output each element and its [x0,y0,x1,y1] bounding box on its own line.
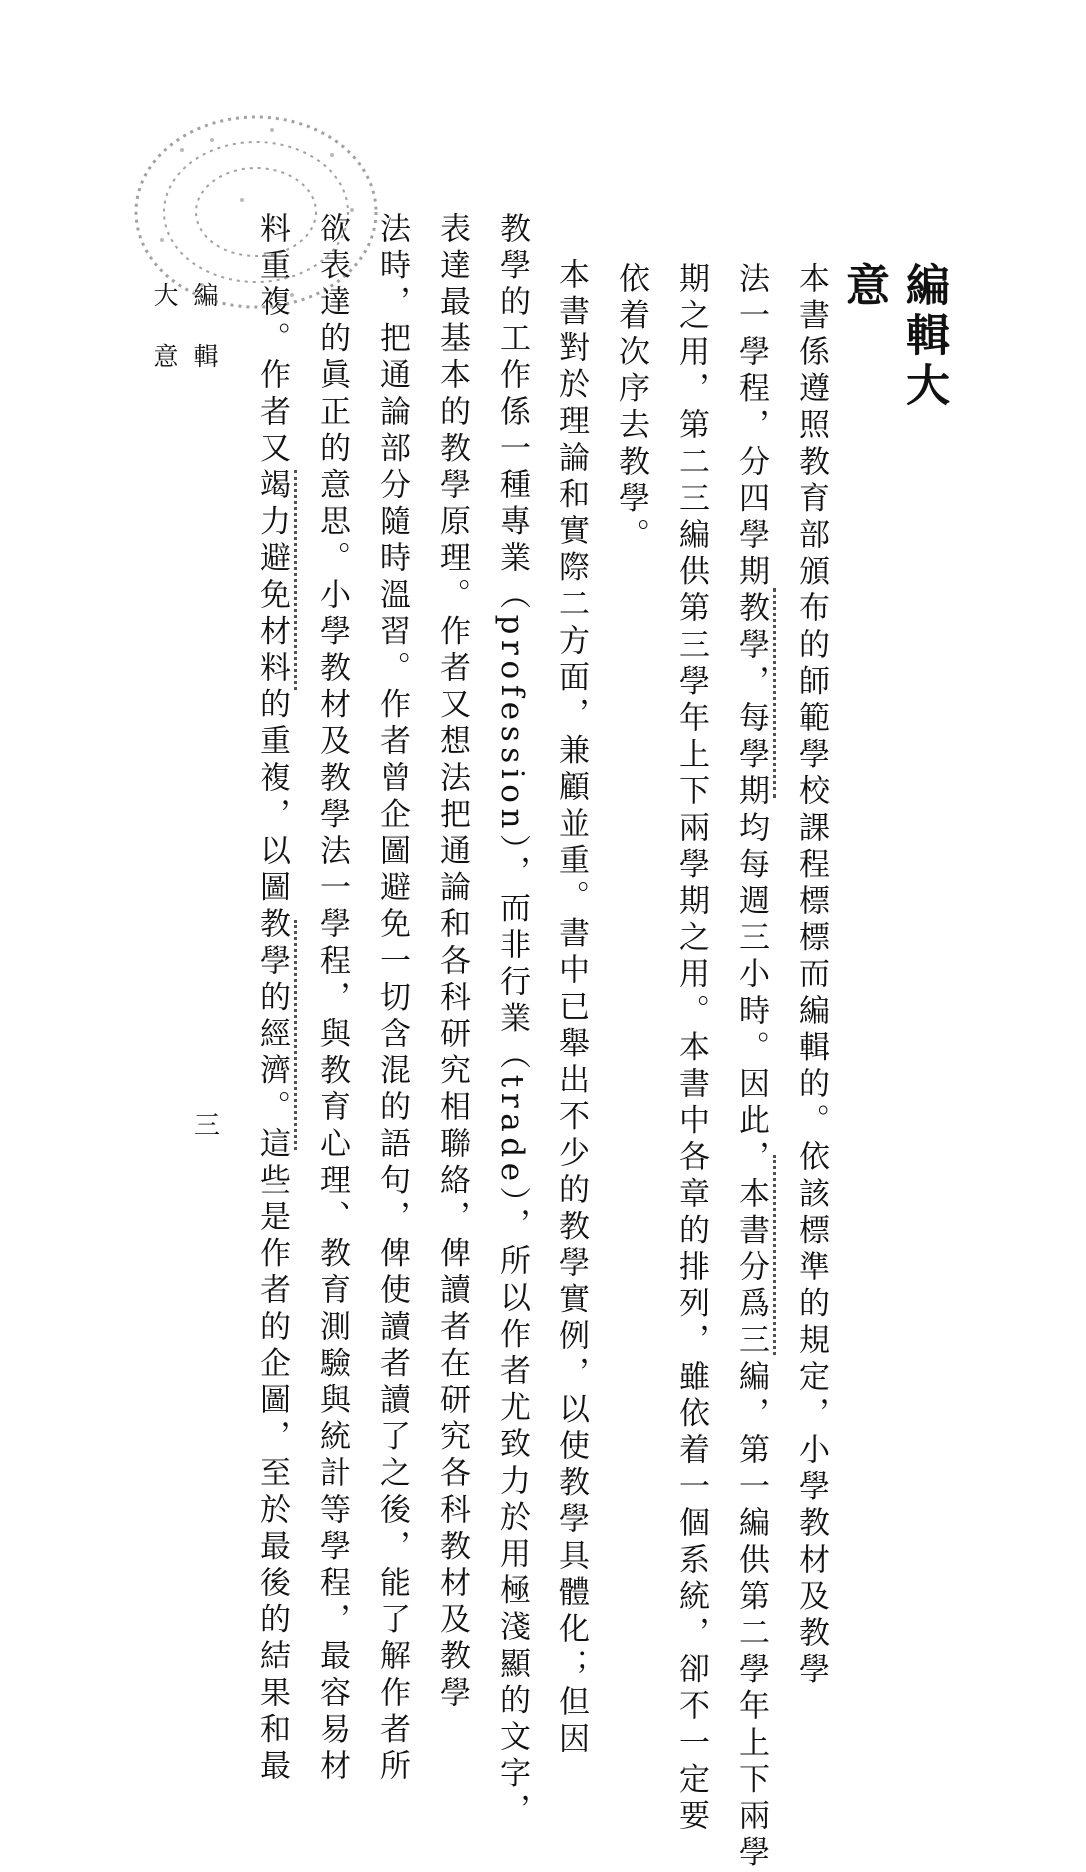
text-column: 教學的工作係一種專業（profession），而非行業（trade），所以作者尤致力於用極淺顯的文字， [494,212,530,1831]
page-number: 三 [193,1111,220,1141]
running-head: 編 輯 大 意 [150,282,219,382]
wavy-underline [773,1155,786,1355]
wavy-underline [773,588,786,798]
text-column: 法一學程，分四學期教學，每學期均每週三小時。因此，本書分爲三編，第一編供第二學年上下兩學 [733,262,769,1872]
text-column: 依着次序去教學。 [613,262,649,555]
page-title: 編輯大意 [838,262,949,412]
text-column: 期之用，第二三編供第三學年上下兩學期之用。本書中各章的排列，雖依着一個系統，卻不一定要 [673,262,709,1836]
text-column: 欲表達的眞正的意思。小學教材及教學法一學程，與教育心理、教育測驗與統計等學程，最容易材 [314,212,350,1786]
text-column: 本書對於理論和實際二方面，兼顧並重。書中已舉出不少的教學實例，以使教學具體化；但因 [553,258,589,1759]
text-column: 料重複。作者又竭力避免材料的重複，以圖教學的經濟。這些是作者的企圖，至於最後的結果和最 [254,212,290,1786]
library-stamp [122,100,390,330]
text-column: 法時，把通論部分隨時溫習。作者曾企圖避免一切含混的語句，俾使讀者讀了之後，能了解作者所 [374,212,410,1786]
text-column: 本書係遵照教育部頒布的師範學校課程標標而編輯的。依該標準的規定，小學教材及教學 [793,262,829,1690]
wavy-underline [294,920,307,1150]
text-column: 表達最基本的教學原理。作者又想法把通論和各科研究相聯絡，俾讀者在研究各科教材及教學 [434,212,470,1713]
wavy-underline [294,470,307,690]
